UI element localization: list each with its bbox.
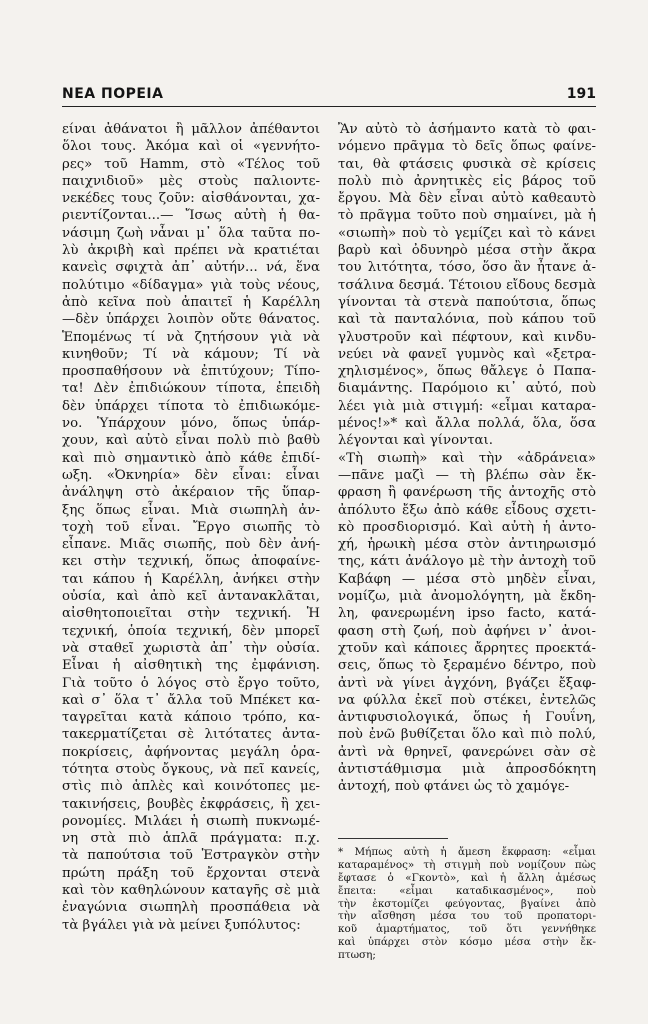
left-column-line: νὰ σταθεῖ χωριστὰ ἀπ᾽ τὴν οὐσία. [62, 640, 320, 656]
right-column-line: ἀντιστάθμισμα μιὰ ἀπροσδόκητη [338, 761, 596, 777]
left-column-line: δὲν ὑπάρχει τίποτα τὸ ἐπιδιωκόμε- [62, 398, 320, 414]
left-column-line: κει στὴν τεχνική, ὅπως ἀποφαίνε- [62, 554, 320, 570]
left-column-line: ὅλοι τους. Ἀκόμα καὶ οἱ «γεννήτο- [62, 139, 320, 155]
right-column-line: ἔργου. Μὰ δὲν εἶναι αὐτὸ καθεαυτὸ [338, 191, 596, 207]
left-column-line: παιχνιδιοῦ» μὲς στοὺς παλιοντε- [62, 173, 320, 189]
left-column-line: καὶ πιὸ σημαντικὸ ἀπὸ κάθε ἐπιδί- [62, 450, 320, 466]
footnote-line: ἔφτασε ὁ «Γκοντὸ», καὶ ἡ ἄλλη ἀμέσως [338, 871, 596, 884]
right-column-line: φραση ἢ φανέρωση τῆς ἀντοχῆς στὸ [338, 485, 596, 501]
right-column-line: Καβάφη — μέσα στὸ μηδὲν εἶναι, [338, 571, 596, 587]
left-column-line: τὰ βγάλει γιὰ νὰ μείνει ξυπόλυτος: [62, 917, 301, 933]
right-column-line: της, κάτι ἀνάλογο μὲ τὴν ἀντοχὴ τοῦ [338, 554, 596, 570]
footnote [338, 846, 596, 962]
right-column-line: να φύλλα ἐκεῖ ποὺ στέκει, ἐντελῶς [338, 692, 596, 708]
right-column-line: «σιωπὴ» ποὺ τὸ γεμίζει καὶ τὸ κάνει [338, 225, 596, 241]
right-column [338, 121, 596, 796]
left-column-line: τότητα στοὺς ὄγκους, νὰ πεῖ κανείς, [62, 761, 320, 777]
left-column-line: ωξη. «Ὀκνηρία» δὲν εἶναι: εἶναι [62, 467, 320, 483]
left-column [62, 121, 320, 934]
left-column-line: ρες» τοῦ Hamm, στὸ «Τέλος τοῦ [62, 156, 320, 172]
right-column-line: ἀντὶ νὰ θρηνεῖ, φανερώνει σὰν σὲ [338, 744, 596, 760]
running-head [62, 86, 596, 102]
left-column-line: νεκέδες τους ζοῦν: αἰσθάνονται, χα- [62, 191, 320, 207]
right-column-line: μένος!»* καὶ ἄλλα πολλά, ὅλα, ὅσα [338, 416, 596, 432]
footnote-line: κοῦ ἁμαρτήματος, τοῦ ὅτι γεννήθηκε [338, 923, 596, 936]
left-column-line: —δὲν ὑπάρχει λοιπὸν οὔτε θάνατος. [62, 312, 320, 328]
right-column-line: ἀντιφυσιολογικά, ὅπως ἡ Γουΐνη, [338, 710, 596, 726]
right-column-line: λη, φανερωμένη ipso facto, κατά- [338, 606, 596, 622]
right-column-line: φαση στὴ ζωή, ποὺ ἀφήνει ν᾽ ἀνοι- [338, 623, 596, 639]
left-column-line: ξης ὅπως εἶναι. Μιὰ σιωπηλὴ ἀν- [62, 502, 320, 518]
footnote-line: καὶ ὑπάρχει στὸν κόσμο μέσα στὴν ἔκ- [338, 936, 596, 949]
left-column-line: νάσιμη ζωὴ νἆναι μ᾽ ὅλα ταῦτα πο- [62, 225, 320, 241]
left-column-line: πρώτη πράξη τοῦ ἔρχονται στενὰ [62, 865, 320, 881]
footnote-line: τὴν αἴσθηση μέσα του τοῦ προπατορι- [338, 910, 596, 923]
left-column-line: νο. Ὑπάρχουν μόνο, ὅπως ὑπάρ- [62, 416, 320, 432]
right-column-line: χή, ἡρωικὴ μέσα στὸν ἀντιηρωισμό [338, 537, 596, 553]
left-column-line: ταγρεῖται κατὰ κάποιο τρόπο, κα- [62, 710, 320, 726]
footnote-line: * Μήπως αὐτὴ ἡ ἄμεση ἔκφραση: «εἶμαι [338, 846, 596, 858]
left-column-line: εἶπανε. Μιᾶς σιωπῆς, ποὺ δὲν ἀνή- [62, 537, 320, 553]
right-column-line: κὸ προσδιορισμό. Καὶ αὐτὴ ἡ ἀντο- [338, 519, 596, 535]
right-column-line: νεύει νὰ φανεῖ γυμνὸς καὶ «ξετρα- [338, 346, 596, 362]
right-column-line: ται, θὰ φτάσεις φυσικὰ σὲ κρίσεις [338, 156, 596, 172]
right-column-line: σεις, ὅπως τὸ ξεραμένο δέντρο, ποὺ [338, 658, 596, 674]
left-column-line: είναι ἀθάνατοι ἢ μᾶλλον ἀπέθαντοι [62, 122, 320, 137]
left-column-line: ἀπὸ κεῖνα ποὺ ἀπαιτεῖ ἡ Καρέλλη [62, 294, 320, 310]
right-column-line: του λιτότητα, τόσο, ὅσο ἂν ἦτανε ἀ- [338, 260, 596, 276]
left-column-line: τακινήσεις, βουβὲς ἐκφράσεις, ἢ χει- [62, 796, 320, 812]
left-column-line: Εἶναι ἡ αἰσθητικὴ της ἐμφάνιση. [62, 658, 320, 674]
footnote-line: καταραμένος» τὴ στιγμὴ ποὺ νομίζουν πὼς [338, 858, 596, 871]
right-column-line: ἀπόλυτο ἔξω ἀπὸ κάθε εἶδους σχετι- [338, 502, 596, 518]
right-column-line: «Τὴ σιωπὴ» καὶ τὴν «ἀδράνεια» [338, 450, 596, 466]
left-column-line: τακερματίζεται σὲ λιτότατες ἀντα- [62, 727, 320, 743]
left-column-line: ρονομίες. Μιλάει ἡ σιωπὴ πυκνωμέ- [62, 813, 320, 829]
page-number: 191 [566, 86, 596, 102]
left-column-line: ται κάπου ἡ Καρέλλη, ἀνήκει στὴν [62, 571, 320, 587]
right-column-line: πολὺ πιὸ ἀρνητικὲς εἰς βάρος τοῦ [338, 173, 596, 189]
left-column-line: τα! Δὲν ἐπιδιώκουν τίποτα, ἐπειδὴ [62, 381, 320, 397]
left-column-line: ἀνάληψη στὸ ἀκέραιον τῆς ὕπαρ- [62, 485, 320, 501]
left-column-line: οὐσία, καὶ ἀπὸ κεῖ ἀντανακλᾶται, [62, 589, 320, 605]
right-column-line: τὸ πρᾶγμα τοῦτο ποὺ σημαίνει, μὰ ἡ [338, 208, 596, 224]
left-column-line: κανεὶς σφιχτὰ ἀπ᾽ αὐτήν... νά, ἕνα [62, 260, 320, 276]
left-column-line: ἐναγώνια σιωπηλὴ προσπάθεια νὰ [62, 900, 320, 916]
right-column-line: λέει γιὰ μιὰ στιγμή: «εἶμαι καταρα- [338, 398, 596, 414]
right-column-line: καὶ τὰ πανταλόνια, ποὺ κάπου τοῦ [338, 312, 596, 328]
journal-title: ΝΕΑ ΠΟΡΕΙΑ [62, 86, 164, 102]
left-column-line: στὶς πιὸ ἁπλὲς καὶ κοινότοπες με- [62, 779, 320, 795]
left-column-line: αἰσθητοποιεῖται στὴν τεχνική. Ἡ [62, 606, 320, 622]
left-column-line: κινηθοῦν; Τί νὰ κάμουν; Τί νὰ [62, 346, 320, 362]
right-column-line: —πᾶνε μαζὶ — τὴ βλέπω σὰν ἔκ- [338, 467, 596, 483]
header-rule [62, 106, 596, 107]
left-column-line: ποκρίσεις, ἀφήνοντας μεγάλη ὁρα- [62, 744, 320, 760]
footnote-line: ἔπειτα: «εἶμαι καταδικασμένος», ποὺ [338, 884, 596, 897]
left-column-line: λὺ ἀκριβὴ καὶ πρέπει νὰ κρατιέται [62, 243, 320, 259]
right-column-line: χτοῦν καὶ κάποιες ἄρρητες προεκτά- [338, 640, 596, 656]
footnote-line: πτωση; [338, 949, 376, 962]
left-column-line: χουν, καὶ αὐτὸ εἶναι πολὺ πιὸ βαθὺ [62, 433, 320, 449]
right-column-line: βαρὺ καὶ ὀδυνηρὸ μέσα στὴν ἄκρα [338, 243, 596, 259]
footnote-line: τὴν ἐκστομίζει φεύγοντας, βγαίνει ἀπὸ [338, 897, 596, 910]
left-column-line: καὶ σ᾽ ὅλα τ᾽ ἄλλα τοῦ Μπέκετ κα- [62, 692, 320, 708]
right-column-line: χηλισμένος», ὅπως θἄλεγε ὁ Παπα- [338, 364, 596, 380]
right-column-line: γίνονται τὰ στενὰ παπούτσια, ὅπως [338, 294, 596, 310]
right-column-line: ἀντὶ νὰ γίνει ἀγχόνη, βγάζει ἔξαφ- [338, 675, 596, 691]
left-column-line: ριεντίζονται...— Ἴσως αὐτὴ ἡ θα- [62, 208, 320, 224]
footnote-rule [338, 838, 448, 839]
right-column-line: διαμάντης. Παρόμοιο κι᾽ αὐτό, ποὺ [338, 381, 596, 397]
left-column-line: Ἑπομένως τί νὰ ζητήσουν γιὰ νὰ [62, 329, 320, 345]
left-column-line: τοχὴ τοῦ εἶναι. Ἔργο σιωπῆς τὸ [62, 519, 320, 535]
left-column-line: τὰ παπούτσια τοῦ Ἐστραγκὸν στὴν [62, 848, 320, 864]
left-column-line: πολύτιμο «δίδαγμα» γιὰ τοὺς νέους, [62, 277, 320, 293]
right-column-line: ἀντοχή, ποὺ φτάνει ὡς τὸ χαμόγε- [338, 779, 570, 795]
left-column-line: καὶ τὸν καθηλώνουν καταγῆς σὲ μιὰ [62, 883, 320, 899]
right-column-line: νόμενο πρᾶγμα τὸ δεῖς ὅπως φαίνε- [338, 139, 596, 155]
right-column-line: λέγονται καὶ γίνονται. [338, 433, 493, 449]
left-column-line: Γιὰ τοῦτο ὁ λόγος στὸ ἔργο τοῦτο, [62, 675, 320, 691]
left-column-line: τεχνική, ὁποία τεχνική, δὲν μπορεῖ [62, 623, 320, 639]
left-column-line: προσπαθήσουν νὰ ἐπιτύχουν; Τίπο- [62, 364, 320, 380]
right-column-line: Ἂν αὐτὸ τὸ ἀσήμαντο κατὰ τὸ φαι- [338, 122, 596, 137]
right-column-line: τσάλινα δεσμά. Τέτοιου εἴδους δεσμὰ [338, 277, 596, 293]
left-column-line: νη στὰ πιὸ ἁπλᾶ πράγματα: π.χ. [62, 831, 320, 847]
right-column-line: νομίζω, μιὰ ἀνομολόγητη, μὰ ἔκδη- [338, 589, 596, 605]
right-column-line: γλυστροῦν καὶ πέφτουν, καὶ κινδυ- [338, 329, 596, 345]
right-column-line: ποὺ ἐνῶ βυθίζεται ὅλο καὶ πιὸ πολύ, [338, 727, 596, 743]
